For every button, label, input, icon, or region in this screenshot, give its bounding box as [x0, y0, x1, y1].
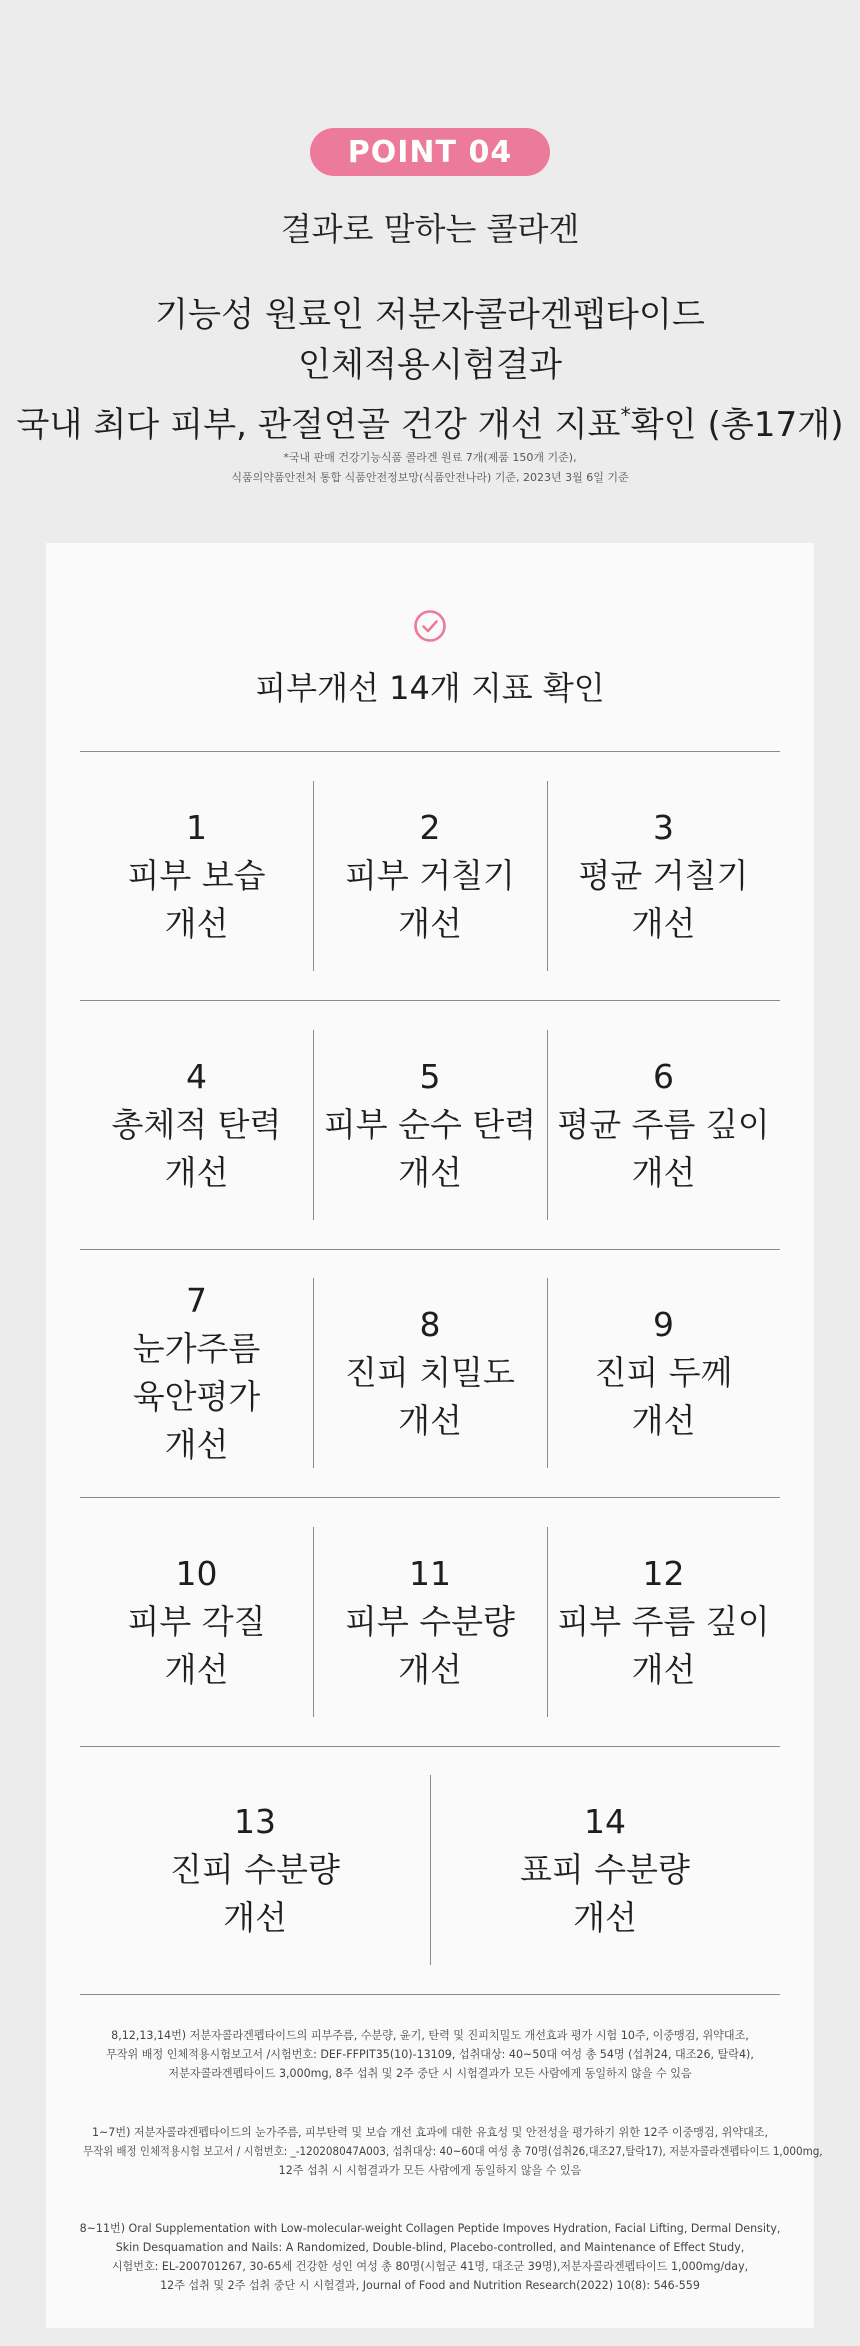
reference-line: 1~7번) 저분자콜라겐펩타이드의 눈가주름, 피부탄력 및 보습 개선 효과에 대한 유효성 및 안전성을 평가하기 위한 12주 이중맹검, 위약대조, [91, 2125, 769, 2139]
card-title: 피부개선 14개 지표 확인 [255, 669, 605, 707]
divider [80, 751, 780, 752]
indicator-number: 4 [186, 1057, 207, 1096]
indicator-number: 11 [409, 1554, 451, 1593]
indicator-number: 6 [653, 1057, 674, 1096]
indicator-result: 개선 [398, 1401, 462, 1440]
indicator-number: 8 [419, 1305, 441, 1344]
reference-note [46, 2219, 814, 2295]
headline-line-3-main: 국내 최다 피부, 관절연골 건강 개선 지표 [16, 405, 621, 445]
reference-line: 시험번호: EL-200701267, 30-65세 건강한 성인 여성 총 80명(시험군 41명, 대조군 39명),저분자콜라겐펩타이드 1,000mg/day, [111, 2259, 749, 2273]
reference-line: 12주 섭취 시 시험결과가 모든 사람에게 동일하지 않을 수 있음 [278, 2163, 582, 2177]
indicator-label: 눈가주름 [132, 1329, 261, 1368]
indicator-label: 진피 수분량 [170, 1850, 340, 1889]
reference-line: 무작위 배정 인체적용시험보고서 /시험번호: DEF-FFPIT35(10)-13109, 섭취대상: 40~50대 여성 총 54명 (섭취24, 대조26, 탈락4), [106, 2047, 754, 2061]
reference-line: 8,12,13,14번) 저분자콜라겐펩타이드의 피부주름, 수분량, 윤기, 탄력 및 진피치밀도 개선효과 평가 시험 10주, 이중맹검, 위약대조, [111, 2028, 749, 2042]
indicator-result: 개선 [164, 1425, 229, 1464]
indicator-result: 개선 [398, 1153, 462, 1192]
indicator-number: 2 [419, 808, 441, 847]
indicator-number: 1 [186, 808, 207, 847]
indicator-item [313, 1030, 547, 1220]
indicator-label: 피부 수분량 [345, 1602, 515, 1641]
indicator-item [313, 1278, 547, 1468]
reference-note [46, 2026, 814, 2083]
indicator-label: 피부 거칠기 [345, 856, 515, 895]
divider [80, 1994, 780, 1995]
indicator-label: 평균 주름 깊이 [557, 1105, 770, 1144]
indicator-result: 개선 [164, 1153, 229, 1192]
indicator-label-2: 육안평가 [132, 1377, 261, 1416]
headline [0, 290, 860, 450]
indicator-result: 개선 [631, 1153, 696, 1192]
indicator-result: 개선 [398, 1650, 462, 1689]
indicator-label: 진피 두께 [594, 1353, 733, 1392]
headline-line-2: 인체적용시험결과 [297, 345, 563, 385]
indicator-number: 5 [419, 1057, 441, 1096]
reference-line: 무작위 배정 인체적용시험 보고서 / 시험번호: _-120208047A003, 섭취대상: 40~60대 여성 총 70명(섭취26,대조27,탈락17), 저분자콜라겐펩타이드 1,000mg, [83, 2144, 823, 2158]
indicator-item [547, 781, 780, 971]
indicator-item [80, 1527, 313, 1717]
reference-line: 저분자콜라겐펩타이드 3,000mg, 8주 섭취 및 2주 중단 시 시험결과가 모든 사람에게 동일하지 않을 수 있음 [168, 2066, 692, 2080]
indicator-label: 표피 수분량 [520, 1850, 690, 1889]
indicator-result: 개선 [573, 1898, 637, 1937]
reference-line: 12주 섭취 및 2주 섭취 중단 시 시험결과, Journal of Food and Nutrition Research(2022) 10(8): 546-559 [160, 2278, 700, 2292]
point-badge: POINT 04 [310, 128, 550, 176]
indicator-number: 13 [234, 1802, 276, 1841]
indicator-item [430, 1775, 780, 1965]
indicator-item [547, 1278, 780, 1468]
headline-line-1: 기능성 원료인 저분자콜라겐펩타이드 [155, 295, 705, 335]
indicator-label: 피부 각질 [127, 1602, 266, 1641]
indicator-label: 총체적 탄력 [111, 1105, 282, 1144]
check-circle-icon [413, 609, 447, 643]
source-note-line-1: *국내 판매 건강기능식품 콜라겐 원료 7개(제품 150개 기준), [283, 451, 577, 464]
indicator-label: 진피 치밀도 [345, 1353, 515, 1392]
results-card [46, 543, 823, 2328]
indicator-label: 평균 거칠기 [578, 856, 749, 895]
indicator-result: 개선 [631, 1401, 696, 1440]
indicator-number: 7 [186, 1281, 207, 1320]
headline-line-3 [0, 390, 860, 450]
indicator-result: 개선 [164, 904, 229, 943]
indicator-item [80, 1030, 313, 1220]
headline-line-3-end: 확인 (총17개) [630, 405, 844, 445]
section-subtitle: 결과로 말하는 콜라겐 [280, 210, 580, 248]
reference-note [46, 2123, 823, 2180]
indicator-label: 피부 주름 깊이 [557, 1602, 770, 1641]
divider [80, 1000, 780, 1001]
indicator-number: 10 [175, 1554, 218, 1593]
indicator-result: 개선 [223, 1898, 287, 1937]
source-note-line-2: 식품의약품안전처 통합 식품안전정보망(식품안전나라) 기준, 2023년 3월 6일 기준 [231, 471, 629, 484]
reference-line: Skin Desquamation and Nails: A Randomized, Double-blind, Placebo-controlled, and Maintenance of Effect Study, [115, 2240, 745, 2254]
indicator-number: 9 [653, 1305, 674, 1344]
indicator-number: 3 [653, 808, 674, 847]
indicator-result: 개선 [631, 904, 696, 943]
indicator-item [547, 1030, 780, 1220]
indicator-item [313, 781, 547, 971]
indicator-result: 개선 [631, 1650, 696, 1689]
indicator-number: 14 [584, 1802, 626, 1841]
indicator-result: 개선 [398, 904, 462, 943]
indicator-item [80, 1278, 313, 1468]
indicator-item [80, 781, 313, 971]
divider [80, 1497, 780, 1498]
indicator-item [547, 1527, 780, 1717]
indicator-label: 피부 보습 [127, 856, 266, 895]
footnote-mark: * [620, 403, 631, 427]
source-note [0, 448, 860, 488]
indicator-number: 12 [642, 1554, 685, 1593]
indicator-result: 개선 [164, 1650, 229, 1689]
reference-line: 8~11번) Oral Supplementation with Low-molecular-weight Collagen Peptide Impoves Hydration, Facial Lifting, Dermal Density, [79, 2221, 781, 2235]
divider [80, 1746, 780, 1747]
indicator-label: 피부 순수 탄력 [323, 1105, 537, 1144]
divider [80, 1249, 780, 1250]
indicator-item [80, 1775, 430, 1965]
indicator-item [313, 1527, 547, 1717]
